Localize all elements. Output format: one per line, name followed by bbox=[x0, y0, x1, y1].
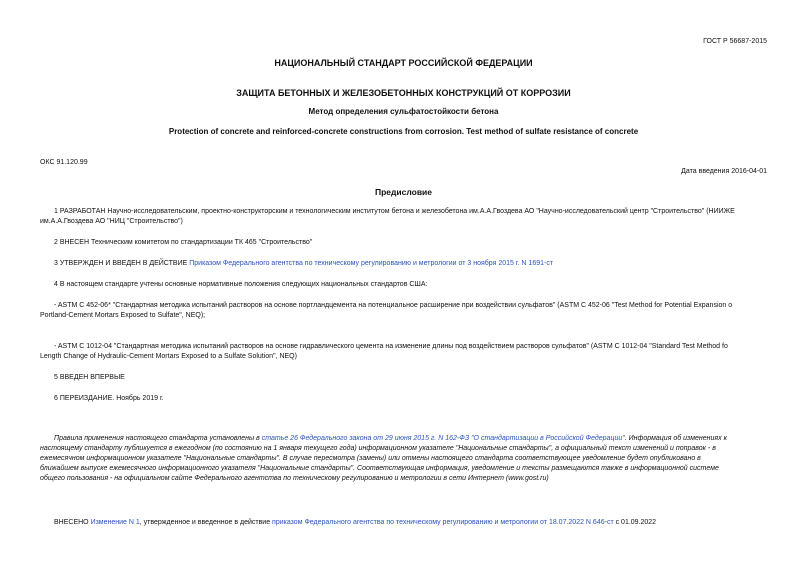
rules-line-4: ближайшем выпуске ежемесячного информационного указателя "Национальные стандарты". Соответствующая информация, уведомление и тексты размещаются также в информационной системе bbox=[40, 465, 719, 472]
federal-law-link[interactable]: статье 26 Федерального закона от 29 июня 2015 г. N 162-ФЗ "О стандартизации в Российской Федерации" bbox=[261, 435, 625, 442]
document-title-english: Protection of concrete and reinforced-concrete constructions from corrosion. Test method of sulfate resistance of concrete bbox=[168, 127, 639, 136]
amendment-1-link[interactable]: Изменение N 1 bbox=[90, 519, 140, 526]
rules-line-1-text: Правила применения настоящего стандарта установлены в bbox=[54, 435, 262, 442]
amendment-text-middle: , утвержденное и введенное в действие bbox=[139, 519, 273, 526]
rules-line-3: ежемесячном информационном указателе "Национальные стандарты". В случае пересмотра (замены) или отмены настоящего стандарта соответствующее уведомление будет опубликовано в bbox=[40, 455, 701, 462]
preface-item-1-line2: им.А.А.Гвоздева АО "НИЦ "Строительство") bbox=[40, 218, 183, 225]
astm-c452-line2: Portland-Cement Mortars Exposed to Sulfate", NEQ); bbox=[40, 312, 206, 319]
rules-line-1-tail: . Информация об изменениях к bbox=[624, 435, 727, 442]
astm-c452-line1: - ASTM С 452-06* "Стандартная методика испытаний растворов на основе портландцемента на потенциальное расширение при воздействии сульфатов" (ASTM C 452-06 "Test Method for Potential Expansion o bbox=[54, 302, 733, 309]
preface-item-5: 5 ВВЕДЕН ВПЕРВЫЕ bbox=[54, 374, 125, 381]
amendment-note bbox=[54, 518, 656, 528]
application-rules-block bbox=[40, 434, 778, 484]
amendment-text-end: с 01.09.2022 bbox=[613, 519, 657, 526]
document-subtitle: Метод определения сульфатостойкости бетона bbox=[308, 107, 499, 116]
document-code: ГОСТ Р 56687-2015 bbox=[703, 38, 767, 45]
preface-item-6: 6 ПЕРЕИЗДАНИЕ. Ноябрь 2019 г. bbox=[54, 395, 164, 402]
preface-heading: Предисловие bbox=[374, 187, 433, 197]
order-646-link[interactable]: приказом Федерального агентства по техническому регулированию и метрологии от 18.07.2022 N 646-ст bbox=[272, 519, 614, 526]
preface-item-2: 2 ВНЕСЕН Техническим комитетом по стандартизации ТК 465 "Строительство" bbox=[54, 239, 313, 246]
national-standard-heading: НАЦИОНАЛЬНЫЙ СТАНДАРТ РОССИЙСКОЙ ФЕДЕРАЦИИ bbox=[274, 58, 533, 68]
amendment-text-start: ВНЕСЕНО bbox=[54, 519, 91, 526]
astm-c1012-line2: Length Change of Hydraulic-Cement Mortars Exposed to a Sulfate Solution", NEQ) bbox=[40, 353, 297, 360]
rules-line-2: настоящему стандарту публикуется в ежегодном (по состоянию на 1 января текущего года) информационном указателе "Национальные стандарты", а официальный текст изменений и поправок - в bbox=[40, 445, 716, 452]
oks-code: ОКС 91.120.99 bbox=[40, 159, 88, 166]
order-1691-link[interactable]: Приказом Федерального агентства по техническому регулированию и метрологии от 3 ноября 2015 г. N 1691-ст bbox=[189, 260, 554, 267]
preface-item-4: 4 В настоящем стандарте учтены основные нормативные положения следующих национальных стандартов США: bbox=[54, 281, 428, 288]
preface-item-1-line1: 1 РАЗРАБОТАН Научно-исследовательским, проектно-конструкторским и технологическим институтом бетона и железобетона им.А.А.Гвоздева АО "Научно-исследовательский центр "Строительство" (НИИЖЕ bbox=[54, 208, 735, 215]
introduction-date: Дата введения 2016-04-01 bbox=[681, 168, 767, 175]
preface-item-3 bbox=[54, 259, 553, 269]
astm-c1012-line1: - ASTM С 1012-04 "Стандартная методика испытаний растворов на основе гидравлического цемента на изменение длины под воздействием растворов сульфатов" (ASTM C 1012-04 "Standard Test Method fo bbox=[54, 343, 728, 350]
document-title: ЗАЩИТА БЕТОННЫХ И ЖЕЛЕЗОБЕТОННЫХ КОНСТРУКЦИЙ ОТ КОРРОЗИИ bbox=[236, 88, 571, 98]
rules-line-5: общего пользования - на официальном сайте Федерального агентства по техническому регулированию и метрологии в сети Интернет (www.gost.ru) bbox=[40, 475, 549, 482]
preface-item-3-text: 3 УТВЕРЖДЕН И ВВЕДЕН В ДЕЙСТВИЕ bbox=[54, 260, 190, 267]
rules-line-1 bbox=[40, 434, 778, 444]
